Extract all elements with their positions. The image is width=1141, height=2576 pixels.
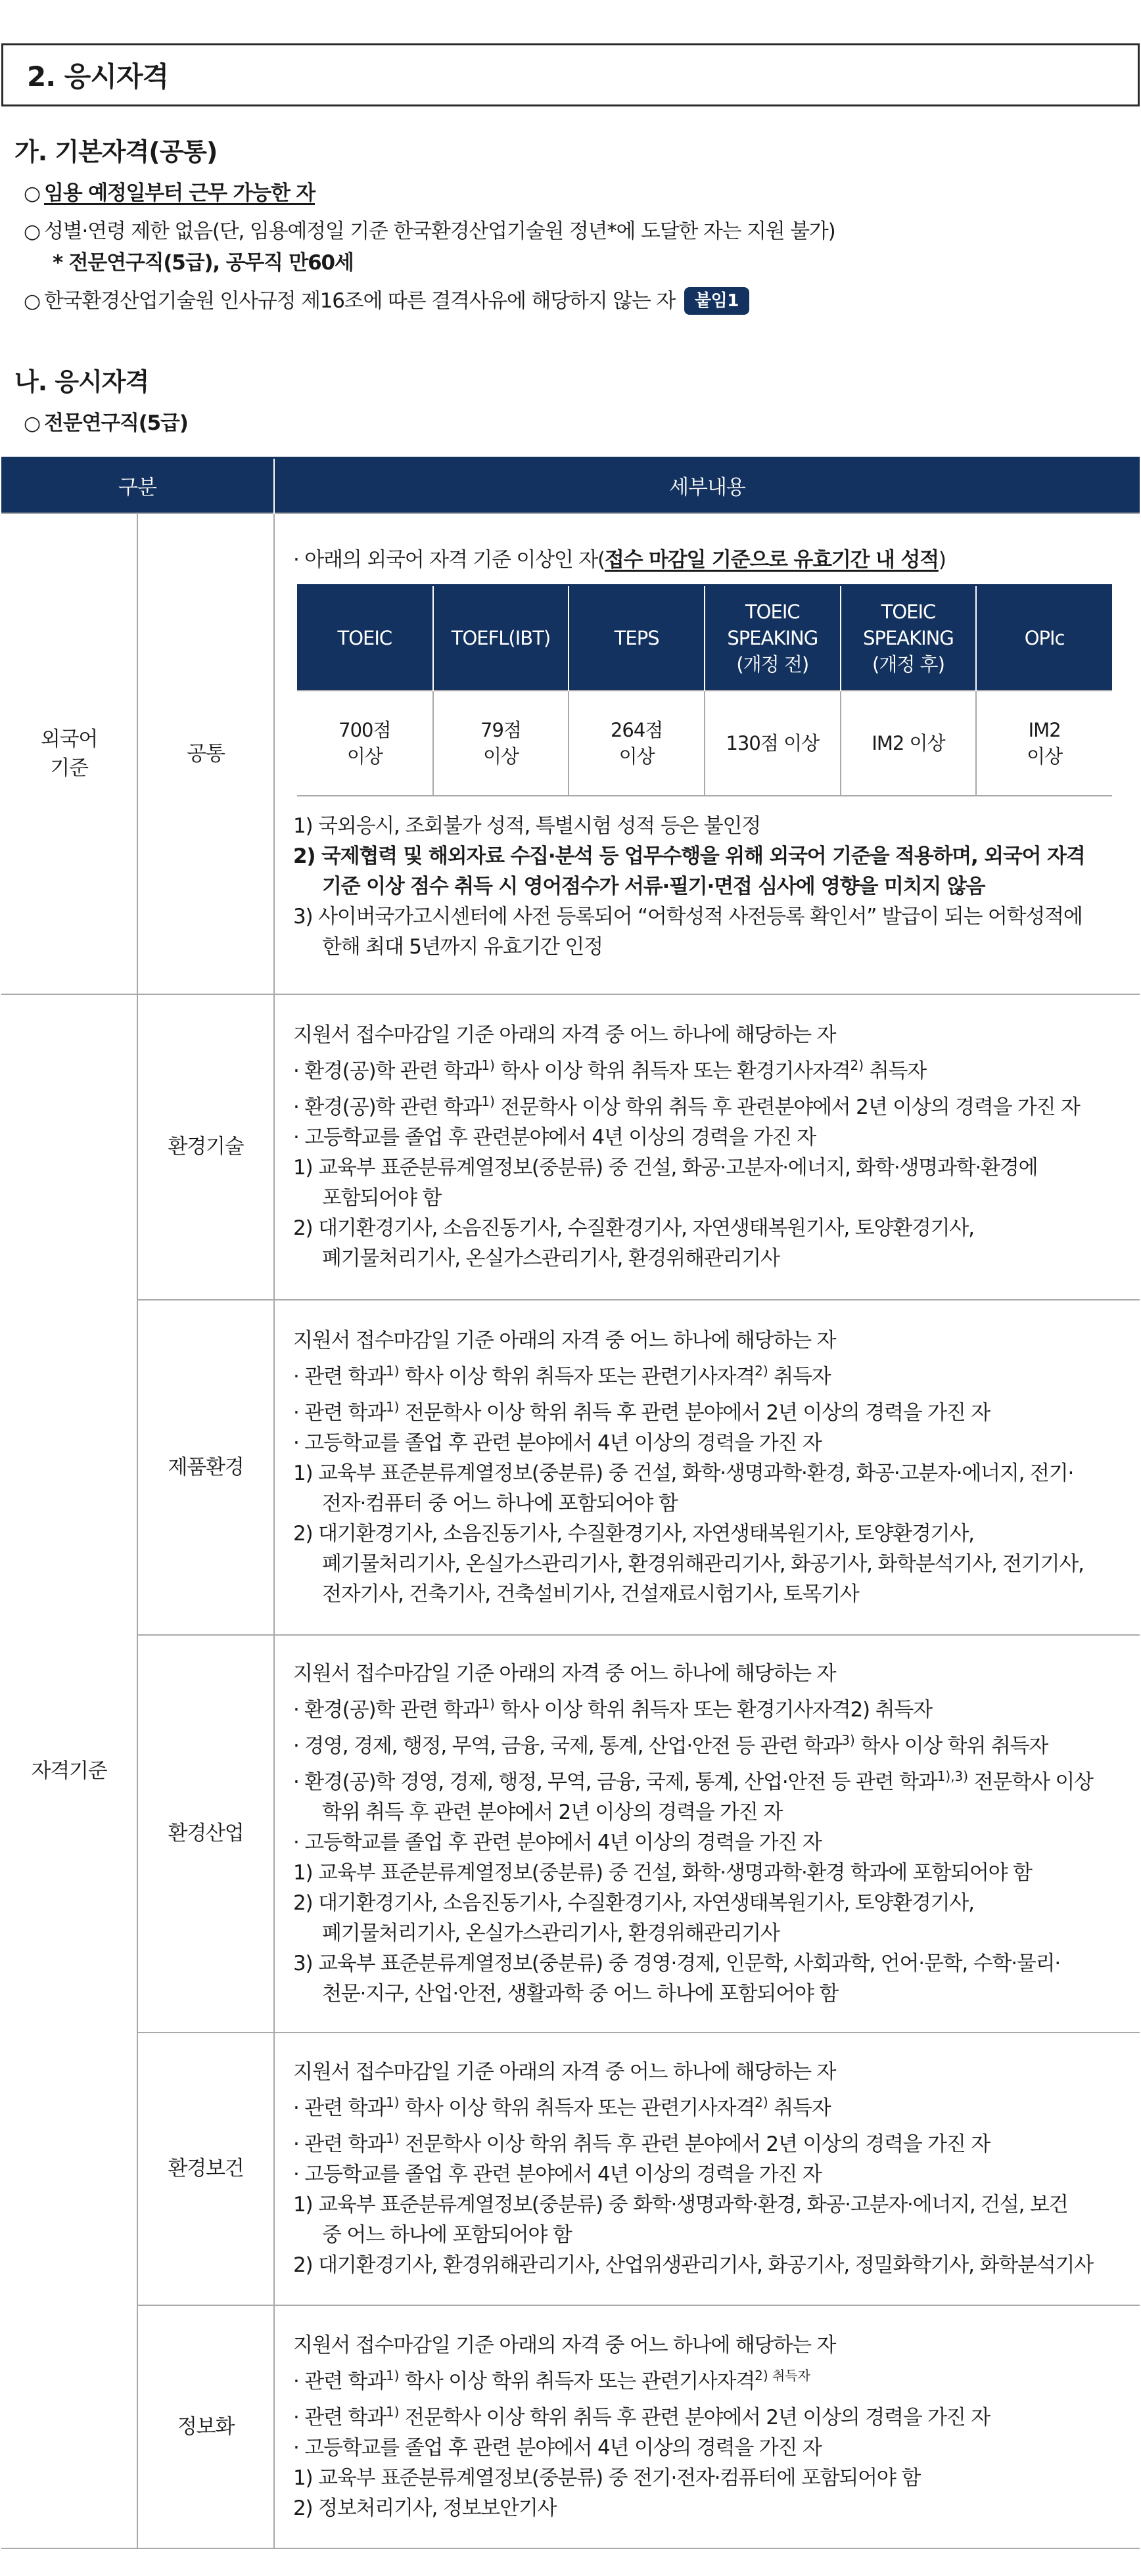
basic-item-2: [24, 217, 835, 246]
circle-bullet-icon: ○: [24, 182, 40, 205]
detail-env-industry: [274, 1635, 1140, 2033]
language-test-name: TEPS: [569, 586, 705, 691]
language-score: 130점 이상: [705, 691, 841, 796]
detail-line: 폐기물처리기사, 온실가스관리기사, 환경위해관리기사, 화공기사, 화학분석기사, 전기기사,: [322, 1552, 1084, 1576]
basic-item-2-note: * 전문연구직(5급), 공무직 만60세: [53, 251, 354, 275]
detail-line: 학위 취득 후 관련 분야에서 2년 이상의 경력을 가진 자: [322, 1800, 783, 1824]
detail-product-env: [274, 1300, 1140, 1635]
table-row: [1, 1635, 1140, 2033]
subcategory-env-industry: 환경산업: [137, 1635, 274, 2033]
language-note: 기준 이상 점수 취득 시 영어점수가 서류·필기·면접 심사에 영향을 미치지 않음: [322, 874, 985, 898]
detail-line: 중 어느 하나에 포함되어야 함: [322, 2223, 572, 2247]
basic-item-3-text: 한국환경산업기술원 인사규정 제16조에 따른 결격사유에 해당하지 않는 자: [43, 289, 675, 313]
detail-line: 지원서 접수마감일 기준 아래의 자격 중 어느 하나에 해당하는 자: [293, 1661, 836, 1686]
subcategory-env-health: 환경보건: [137, 2033, 274, 2305]
qualification-table: [1, 457, 1140, 2549]
detail-env-health: [274, 2033, 1140, 2305]
language-test-name: TOEIC: [297, 586, 433, 691]
detail-line: · 고등학교를 졸업 후 관련 분야에서 4년 이상의 경력을 가진 자: [293, 2435, 822, 2460]
table-row: [1, 994, 1140, 1300]
header-detail: 세부내용: [274, 458, 1140, 513]
detail-line: · 관련 학과$^{1)}$ 학사 이상 학위 취득자 또는 관련기사자격$^{2)}$ $^{취득자}$: [293, 2367, 810, 2393]
table-row: [1, 2305, 1140, 2548]
detail-line: · 경영, 경제, 행정, 무역, 금융, 국제, 통계, 산업·안전 등 관련 학과$^{3)}$ 학사 이상 학위 취득자: [293, 1732, 1048, 1758]
detail-line: · 관련 학과$^{1)}$ 학사 이상 학위 취득자 또는 관련기사자격$^{2)}$ 취득자: [293, 1362, 831, 1389]
table-row: [1, 2033, 1140, 2305]
detail-line: 1) 교육부 표준분류계열정보(중분류) 중 건설, 화공·고분자·에너지, 화학·생명과학·환경에: [293, 1156, 1038, 1180]
detail-line: 지원서 접수마감일 기준 아래의 자격 중 어느 하나에 해당하는 자: [293, 1023, 836, 1047]
detail-line: · 관련 학과$^{1)}$ 전문학사 이상 학위 취득 후 관련 분야에서 2년 이상의 경력을 가진 자: [293, 2130, 990, 2156]
attachment-badge[interactable]: 붙임1: [684, 287, 749, 315]
table-header-row: [1, 458, 1140, 513]
detail-line: 2) 정보처리기사, 정보보안기사: [293, 2496, 557, 2520]
basic-item-1: [24, 179, 315, 208]
circle-bullet-icon: ○: [24, 220, 40, 243]
language-score: 79점 이상: [433, 691, 569, 796]
table-row: [1, 513, 1140, 994]
language-note: 1) 국외응시, 조회불가 성적, 특별시험 성적 등은 불인정: [293, 814, 760, 838]
detail-line: 전자기사, 건축기사, 건축설비기사, 건설재료시험기사, 토목기사: [322, 1582, 859, 1606]
detail-info: [274, 2305, 1140, 2548]
detail-line: 폐기물처리기사, 온실가스관리기사, 환경위해관리기사: [322, 1247, 780, 1270]
language-score: 264점 이상: [569, 691, 705, 796]
detail-line: · 환경(공)학 관련 학과$^{1)}$ 학사 이상 학위 취득자 또는 환경기사자격2) 취득자: [293, 1695, 932, 1722]
detail-line: · 환경(공)학 관련 학과$^{1)}$ 전문학사 이상 학위 취득 후 관련분야에서 2년 이상의 경력을 가진 자: [293, 1093, 1080, 1119]
detail-line: 1) 교육부 표준분류계열정보(중분류) 중 전기·전자·컴퓨터에 포함되어야 함: [293, 2466, 921, 2490]
detail-line: · 환경(공)학 관련 학과$^{1)}$ 학사 이상 학위 취득자 또는 환경기사자격$^{2)}$ 취득자: [293, 1057, 926, 1083]
detail-line: 1) 교육부 표준분류계열정보(중분류) 중 건설, 화학·생명과학·환경 학과에 포함되어야 함: [293, 1860, 1032, 1885]
subcategory-env-tech: 환경기술: [137, 994, 274, 1300]
header-category: 구분: [1, 458, 274, 513]
detail-line: · 관련 학과$^{1)}$ 전문학사 이상 학위 취득 후 관련 분야에서 2년 이상의 경력을 가진 자: [293, 2403, 990, 2429]
language-intro: · 아래의 외국어 자격 기준 이상인 자(접수 마감일 기준으로 유효기간 내 성적): [293, 548, 946, 572]
language-note: 한해 최대 5년까지 유효기간 인정: [322, 934, 603, 959]
detail-env-tech: [274, 994, 1140, 1300]
detail-line: 지원서 접수마감일 기준 아래의 자격 중 어느 하나에 해당하는 자: [293, 1328, 836, 1352]
detail-line: · 고등학교를 졸업 후 관련 분야에서 4년 이상의 경력을 가진 자: [293, 1431, 822, 1455]
detail-line: 지원서 접수마감일 기준 아래의 자격 중 어느 하나에 해당하는 자: [293, 2060, 836, 2084]
detail-line: 전자·컴퓨터 중 어느 하나에 포함되어야 함: [322, 1491, 678, 1515]
detail-line: · 고등학교를 졸업 후 관련 분야에서 4년 이상의 경력을 가진 자: [293, 1830, 822, 1854]
detail-line: 천문·지구, 산업·안전, 생활과학 중 어느 하나에 포함되어야 함: [322, 1981, 839, 2006]
basic-item-2-text: 성별·연령 제한 없음(단, 임용예정일 기준 한국환경산업기술원 정년*에 도달한 자는 지원 불가): [43, 219, 835, 243]
language-score-table: [297, 584, 1112, 796]
language-test-name: TOEIC SPEAKING (개정 전): [705, 586, 841, 691]
qualification-sub: [24, 409, 188, 438]
detail-line: 2) 대기환경기사, 소음진동기사, 수질환경기사, 자연생태복원기사, 토양환경기사,: [293, 1216, 974, 1240]
qualification-sub-text: 전문연구직(5급): [43, 411, 188, 435]
detail-line: 2) 대기환경기사, 소음진동기사, 수질환경기사, 자연생태복원기사, 토양환경기사,: [293, 1521, 974, 1546]
detail-line: · 고등학교를 졸업 후 관련분야에서 4년 이상의 경력을 가진 자: [293, 1126, 816, 1149]
circle-bullet-icon: ○: [24, 290, 40, 313]
detail-line: 1) 교육부 표준분류계열정보(중분류) 중 화학·생명과학·환경, 화공·고분자·에너지, 건설, 보건: [293, 2193, 1068, 2217]
language-test-name: OPIc: [976, 586, 1112, 691]
detail-line: 지원서 접수마감일 기준 아래의 자격 중 어느 하나에 해당하는 자: [293, 2333, 836, 2357]
detail-line: · 관련 학과$^{1)}$ 학사 이상 학위 취득자 또는 관련기사자격$^{2)}$ 취득자: [293, 2094, 831, 2120]
category-qualification: 자격기준: [1, 994, 137, 2548]
language-score: 700점 이상: [297, 691, 433, 796]
language-note: 2) 국제협력 및 해외자료 수집·분석 등 업무수행을 위해 외국어 기준을 적용하며, 외국어 자격: [293, 844, 1085, 868]
detail-foreign-language: [274, 513, 1140, 994]
basic-item-1-text: 임용 예정일부터 근무 가능한 자: [43, 181, 315, 205]
qualification-heading: 나. 응시자격: [14, 367, 149, 396]
circle-bullet-icon: ○: [24, 412, 40, 435]
detail-line: 2) 대기환경기사, 소음진동기사, 수질환경기사, 자연생태복원기사, 토양환경기사,: [293, 1891, 974, 1915]
subcategory-product-env: 제품환경: [137, 1300, 274, 1635]
detail-line: 2) 대기환경기사, 환경위해관리기사, 산업위생관리기사, 화공기사, 정밀화학기사, 화학분석기사: [293, 2253, 1093, 2277]
language-test-name: TOEIC SPEAKING (개정 후): [841, 586, 977, 691]
subcategory-common: 공통: [137, 513, 274, 994]
language-test-row: [297, 586, 1112, 691]
detail-line: 1) 교육부 표준분류계열정보(중분류) 중 건설, 화학·생명과학·환경, 화공·고분자·에너지, 전기·: [293, 1461, 1074, 1485]
basic-qualification-heading: 가. 기본자격(공통): [14, 137, 218, 166]
basic-item-3: [24, 287, 749, 316]
language-score: IM2 이상: [976, 691, 1112, 796]
language-note: 3) 사이버국가고시센터에 사전 등록되어 “어학성적 사전등록 확인서” 발급이 되는 어학성적에: [293, 904, 1083, 929]
language-score: IM2 이상: [841, 691, 977, 796]
detail-line: 3) 교육부 표준분류계열정보(중분류) 중 경영·경제, 인문학, 사회과학, 언어·문학, 수학·물리·: [293, 1951, 1061, 1975]
detail-line: · 환경(공)학 경영, 경제, 행정, 무역, 금융, 국제, 통계, 산업·안전 등 관련 학과$^{1),3)}$ 전문학사 이상: [293, 1768, 1093, 1794]
language-score-row: [297, 691, 1112, 796]
detail-line: · 관련 학과$^{1)}$ 전문학사 이상 학위 취득 후 관련 분야에서 2년 이상의 경력을 가진 자: [293, 1398, 990, 1425]
table-row: [1, 1300, 1140, 1635]
detail-line: · 고등학교를 졸업 후 관련 분야에서 4년 이상의 경력을 가진 자: [293, 2163, 822, 2186]
section-title: 2. 응시자격: [1, 43, 1140, 106]
detail-line: 폐기물처리기사, 온실가스관리기사, 환경위해관리기사: [322, 1921, 780, 1945]
subcategory-info: 정보화: [137, 2305, 274, 2548]
detail-line: 포함되어야 함: [322, 1186, 442, 1210]
category-foreign-language: 외국어 기준: [1, 513, 137, 994]
language-test-name: TOEFL(IBT): [433, 586, 569, 691]
